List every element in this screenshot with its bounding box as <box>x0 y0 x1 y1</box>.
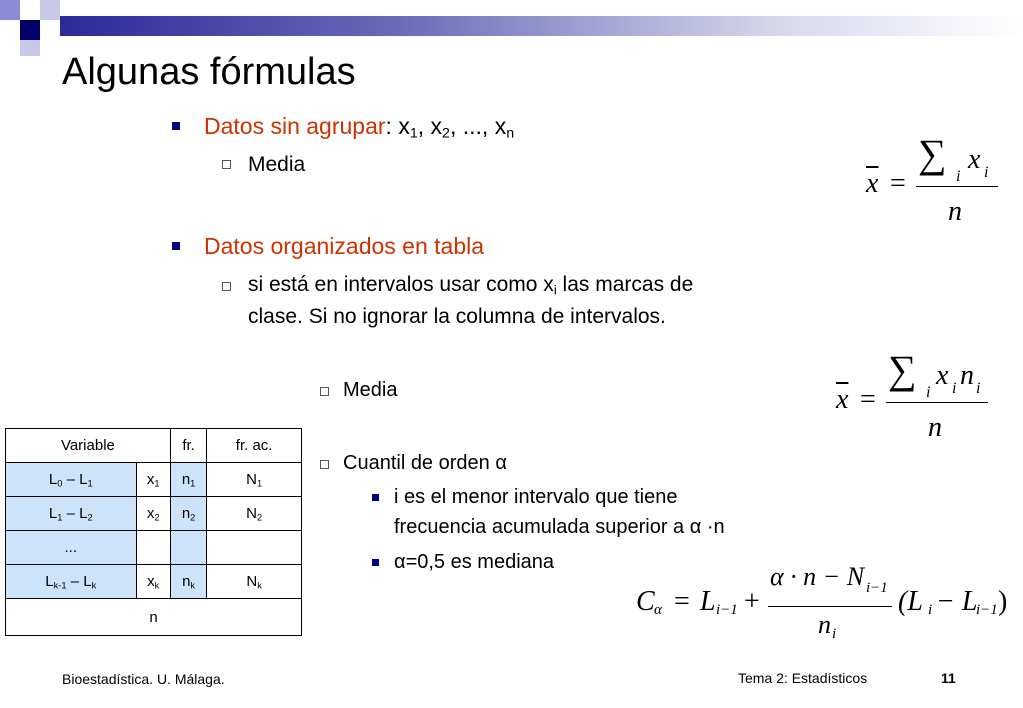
formula3-paren-sub1: i <box>928 602 933 618</box>
formula1-equals: = <box>890 168 906 199</box>
slide-title: Algunas fórmulas <box>62 51 356 93</box>
cuantil-label: Cuantil de orden α <box>343 452 507 474</box>
header-square-decoration <box>20 40 40 56</box>
table-cell-N: $N_k$ <box>207 565 302 599</box>
table-cell-n: $n_1$ <box>170 463 206 497</box>
formula3-paren-open: (L <box>898 586 923 617</box>
cuantil-bullet1-line1: i es el menor intervalo que tiene <box>394 486 678 508</box>
subscript: 1 <box>409 125 418 142</box>
formula3-plus: + <box>744 586 760 617</box>
formula1-num-var: x <box>968 144 981 175</box>
section1-text: : x <box>385 113 410 139</box>
hollow-bullet <box>320 460 329 469</box>
table-total-row <box>6 599 302 636</box>
table-header: fr. ac. <box>207 429 302 463</box>
media2-label: Media <box>343 379 398 401</box>
bullet-square <box>172 242 180 250</box>
section1-item-media: Media <box>248 153 306 176</box>
table-cell-N: $N_1$ <box>207 463 302 497</box>
footer-center: Tema 2: Estadísticos <box>738 670 868 686</box>
header-square-decoration <box>20 20 40 40</box>
section1-text: , ..., x <box>449 113 507 139</box>
cuantil-bullet2: α=0,5 es mediana <box>394 551 554 573</box>
section1-line <box>204 112 514 140</box>
table-cell-total: n <box>6 599 302 636</box>
header-square-decoration <box>40 0 60 20</box>
hollow-bullet <box>222 282 231 291</box>
table-cell-n: $n_k$ <box>170 565 206 599</box>
formula3-equals: = <box>674 586 690 617</box>
formula2-sum: ∑ <box>888 347 917 392</box>
formula3-paren-close: ) <box>998 586 1008 617</box>
formula1-num-sub: i <box>984 164 989 181</box>
section2-item-line1 <box>248 272 693 298</box>
section2-label: Datos organizados en tabla <box>204 233 485 259</box>
table-cell-empty <box>207 531 302 565</box>
table-cell-empty <box>136 531 170 565</box>
section1-label: Datos sin agrupar <box>204 113 386 139</box>
formula2-den: n <box>928 412 942 443</box>
table-cell-variable: $L_{k-1} - L_k$ <box>6 565 137 599</box>
formula2-num-x-sub: i <box>952 380 957 397</box>
bullet-small-square <box>372 559 379 566</box>
subscript: i <box>553 282 557 298</box>
page-number: 11 <box>941 670 956 686</box>
table-row <box>6 531 302 565</box>
table-cell-x: $x_2$ <box>136 497 170 531</box>
formula2-num-x: x <box>936 360 949 391</box>
formula3-L-sub: i−1 <box>716 602 738 618</box>
formula2-lhs: $\overline{x}$ <box>836 384 849 415</box>
formula2-sum-sub: i <box>926 384 931 401</box>
table-cell-x: $x_k$ <box>136 565 170 599</box>
formula1-lhs: $\overline{x}$ <box>866 168 879 199</box>
formula3-numerator-sub: i−1 <box>866 580 888 596</box>
section2-item-line2: clase. Si no ignorar la columna de intervalos. <box>248 305 666 328</box>
formula1-den: n <box>948 196 962 227</box>
table-cell-empty <box>170 531 206 565</box>
header-square-decoration <box>20 0 40 20</box>
table-row <box>6 463 302 497</box>
bullet-square <box>172 122 180 130</box>
cuantil-bullet1-line2: frecuencia acumulada superior a α ·n <box>394 516 725 538</box>
hollow-bullet <box>222 160 231 169</box>
formula3-L: L <box>700 586 716 617</box>
table-row <box>6 565 302 599</box>
formula2-equals: = <box>860 384 876 415</box>
section2-text: las marcas de <box>556 273 694 296</box>
formula2-num-n-sub: i <box>976 380 981 397</box>
formula1-sum: ∑ <box>918 131 947 176</box>
formula3-C: C <box>636 586 655 617</box>
formula3-den-sub: i <box>832 626 837 642</box>
formula3-den: n <box>818 610 831 639</box>
formula2-fraction-line <box>886 402 988 403</box>
table-cell-ellipsis: ... <box>6 531 137 565</box>
hollow-bullet <box>320 387 329 396</box>
bullet-small-square <box>372 494 379 501</box>
table-row <box>6 497 302 531</box>
table-header-row <box>6 429 302 463</box>
formula3-paren-mid: − L <box>936 586 978 617</box>
section1-text: , x <box>417 113 443 139</box>
table-cell-N: $N_2$ <box>207 497 302 531</box>
table-cell-n: $n_2$ <box>170 497 206 531</box>
formula3-fraction-line <box>768 606 892 607</box>
table-header: fr. <box>170 429 206 463</box>
header-square-decoration <box>0 20 20 40</box>
table-cell-x: $x_1$ <box>136 463 170 497</box>
footer-left: Bioestadística. U. Málaga. <box>62 671 225 687</box>
formula1-sum-sub: i <box>956 168 961 185</box>
header-gradient-bar <box>60 16 1023 36</box>
header-square-decoration <box>0 0 20 20</box>
table-header: Variable <box>6 429 171 463</box>
formula2-num-n: n <box>960 360 974 391</box>
section2-text: si está en intervalos usar como x <box>248 273 554 296</box>
formula1-fraction-line <box>916 186 998 187</box>
formula3-paren-sub2: i−1 <box>976 602 998 618</box>
header-square-decoration <box>40 20 60 40</box>
table-cell-variable: $L_1 - L_2$ <box>6 497 137 531</box>
formula3-C-sub: α <box>654 602 662 618</box>
frequency-table <box>5 428 302 636</box>
subscript: n <box>506 125 515 142</box>
subscript: 2 <box>442 125 450 142</box>
table-cell-variable: $L_0 - L_1$ <box>6 463 137 497</box>
formula3-numerator: α · n − N <box>770 562 865 591</box>
